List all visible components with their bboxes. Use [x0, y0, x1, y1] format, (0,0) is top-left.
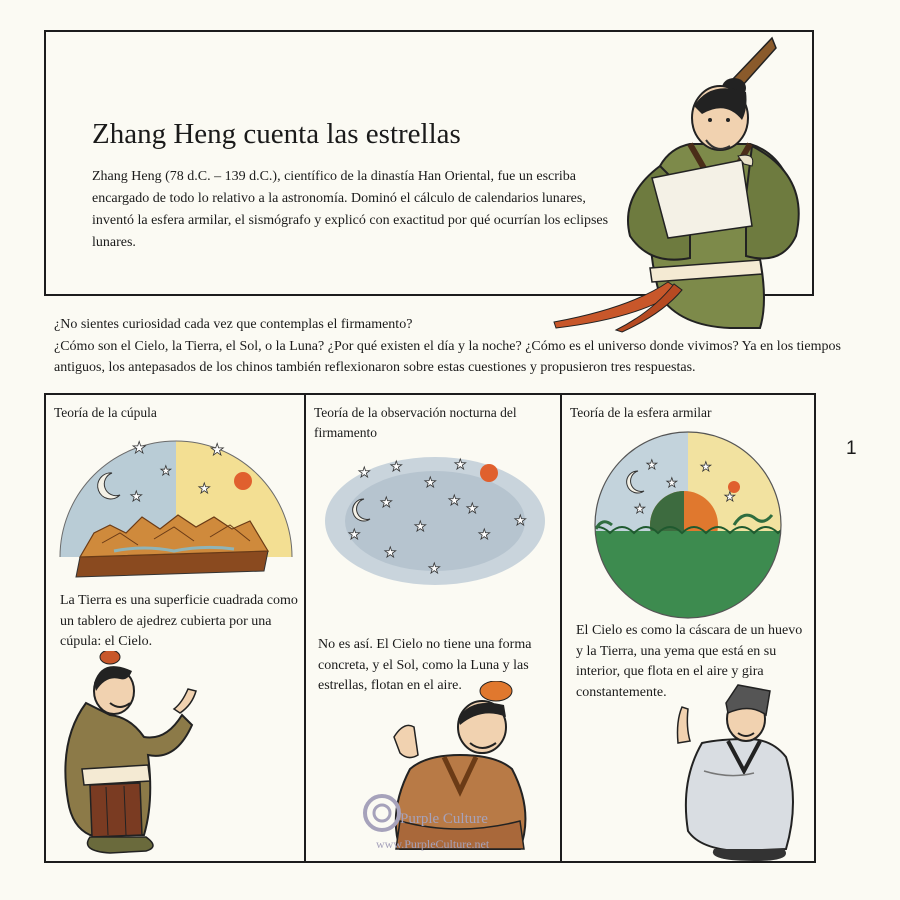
panel-dome-theory — [44, 393, 306, 863]
panel-title: Teoría de la esfera armilar — [570, 405, 712, 420]
zhang-heng-illustration — [520, 36, 810, 336]
svg-text:★: ★ — [132, 438, 147, 457]
svg-text:★: ★ — [424, 475, 437, 491]
panel-text: No es así. El Cielo no tiene una forma concreta, y el Sol, como la Luna y las estrellas, flotan en el aire. — [318, 637, 532, 693]
question-line-1: ¿No sientes curiosidad cada vez que contemplas el firmamento? — [54, 317, 413, 332]
dome-illustration — [54, 421, 298, 591]
scholar-illustration-1 — [50, 651, 200, 863]
panel-night-sky-theory — [304, 393, 562, 863]
svg-text:★: ★ — [414, 519, 427, 535]
page-number: 1 — [846, 438, 857, 459]
svg-text:★: ★ — [448, 493, 461, 509]
question-line-2: ¿Cómo son el Cielo, la Tierra, el Sol, o la Luna? ¿Por qué existen el día y la noche? ¿Cómo es el universo donde vivimos? Ya en los tiempos antiguos, los antepasados de los chinos también reflexionaron sobre estas cuestiones y propusieron tres respuestas. — [54, 338, 841, 375]
svg-text:★: ★ — [198, 481, 211, 497]
svg-text:★: ★ — [210, 440, 225, 459]
scholar-illustration-2 — [378, 681, 538, 863]
scholar-illustration-3 — [674, 681, 814, 863]
watermark-logo-icon — [362, 793, 402, 833]
svg-text:★: ★ — [634, 502, 646, 517]
svg-text:★: ★ — [380, 495, 393, 511]
svg-text:★: ★ — [390, 459, 403, 475]
svg-text:★: ★ — [358, 465, 371, 481]
svg-text:★: ★ — [130, 489, 143, 505]
panel-title: Teoría de la cúpula — [54, 405, 157, 420]
svg-text:★: ★ — [700, 460, 712, 475]
svg-text:★: ★ — [428, 561, 441, 577]
svg-text:★: ★ — [646, 458, 658, 473]
intro-paragraph: Zhang Heng (78 d.C. – 139 d.C.), científico de la dinastía Han Oriental, fue un escriba encargado de todo lo relativo a la astronomía. Dominó el cálculo de calendarios lunares, inventó la esfera armilar, el sismógrafo y explicó con exactitud por qué ocurrían los eclipses lunares. — [92, 169, 609, 250]
panel-text: El Cielo es como la cáscara de un huevo y la Tierra, una yema que está en su interior, que flota en el aire y gira constantemente. — [576, 623, 803, 700]
armillary-sphere-illustration — [584, 429, 794, 621]
svg-text:★: ★ — [348, 527, 361, 543]
svg-text:★: ★ — [466, 501, 479, 517]
panel-armillary-sphere-theory — [560, 393, 816, 863]
watermark-url: www.PurpleCulture.net — [376, 837, 490, 851]
svg-text:★: ★ — [666, 476, 678, 491]
panel-text: La Tierra es una superficie cuadrada como un tablero de ajedrez cubierta por una cúpula: el Cielo. — [60, 593, 298, 649]
panel-title: Teoría de la observación nocturna del firmamento — [314, 405, 517, 440]
page-title: Zhang Heng cuenta las estrellas — [92, 118, 461, 150]
watermark-text: Purple Culture — [400, 811, 488, 827]
svg-text:★: ★ — [478, 527, 491, 543]
svg-text:★: ★ — [514, 513, 527, 529]
svg-text:★: ★ — [384, 545, 397, 561]
svg-text:★: ★ — [454, 457, 467, 473]
night-sky-illustration — [318, 449, 552, 589]
svg-text:★: ★ — [724, 490, 736, 505]
svg-text:★: ★ — [160, 464, 172, 479]
intro-questions — [54, 314, 844, 379]
